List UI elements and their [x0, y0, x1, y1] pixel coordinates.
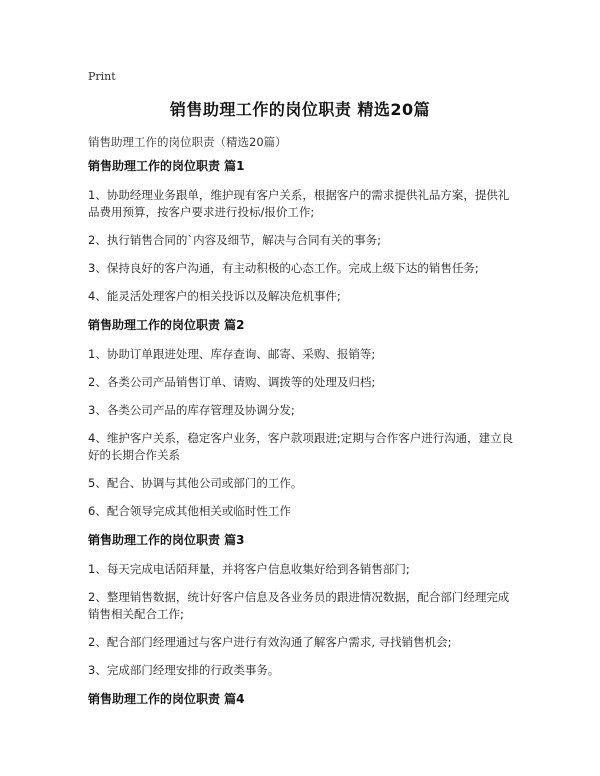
section-heading: 销售助理工作的岗位职责 篇3	[88, 533, 245, 547]
paragraph: 4、能灵活处理客户的相关投诉以及解决危机事件;	[88, 289, 341, 303]
paragraph: 2、执行销售合同的`内容及细节，解决与合同有关的事务;	[88, 233, 381, 247]
paragraph: 3、保持良好的客户沟通，有主动积极的心态工作。完成上级下达的销售任务;	[88, 261, 479, 275]
document-subtitle: 销售助理工作的岗位职责（精选20篇）	[88, 135, 287, 149]
paragraph: 6、配合领导完成其他相关或临时性工作	[88, 504, 291, 518]
document-body	[88, 157, 520, 708]
paragraph: 1、协助订单跟进处理、库存查询、邮寄、采购、报销等;	[88, 347, 376, 361]
paragraph: 1、每天完成电话陌拜量，并将客户信息收集好给到各销售部门;	[88, 562, 410, 576]
paragraph: 5、配合、协调与其他公司或部门的工作。	[88, 476, 303, 490]
paragraph: 1、协助经理业务跟单，维护现有客户关系，根据客户的需求提供礼品方案，提供礼品费用预算，按客户要求进行投标/报价工作;	[88, 188, 510, 219]
paragraph: 2、各类公司产品销售订单、请购、调拨等的处理及归档;	[88, 375, 376, 389]
paragraph: 3、各类公司产品的库存管理及协调分发;	[88, 403, 295, 417]
section-heading: 销售助理工作的岗位职责 篇4	[88, 692, 245, 706]
page-title: 销售助理工作的岗位职责 精选20篇	[169, 100, 431, 119]
section-heading: 销售助理工作的岗位职责 篇1	[88, 159, 245, 173]
section-heading: 销售助理工作的岗位职责 篇2	[88, 318, 245, 332]
paragraph: 2、整理销售数据，统计好客户信息及各业务员的跟进情况数据，配合部门经理完成销售相关配合工作;	[88, 590, 510, 621]
paragraph: 3、完成部门经理安排的行政类事务。	[88, 663, 280, 677]
paragraph: 4、维护客户关系，稳定客户业务，客户款项跟进;定期与合作客户进行沟通，建立良好的长期合作关系	[88, 431, 514, 462]
print-link[interactable]: Print	[88, 70, 116, 83]
paragraph: 2、配合部门经理通过与客户进行有效沟通了解客户需求, 寻找销售机会;	[88, 635, 452, 649]
